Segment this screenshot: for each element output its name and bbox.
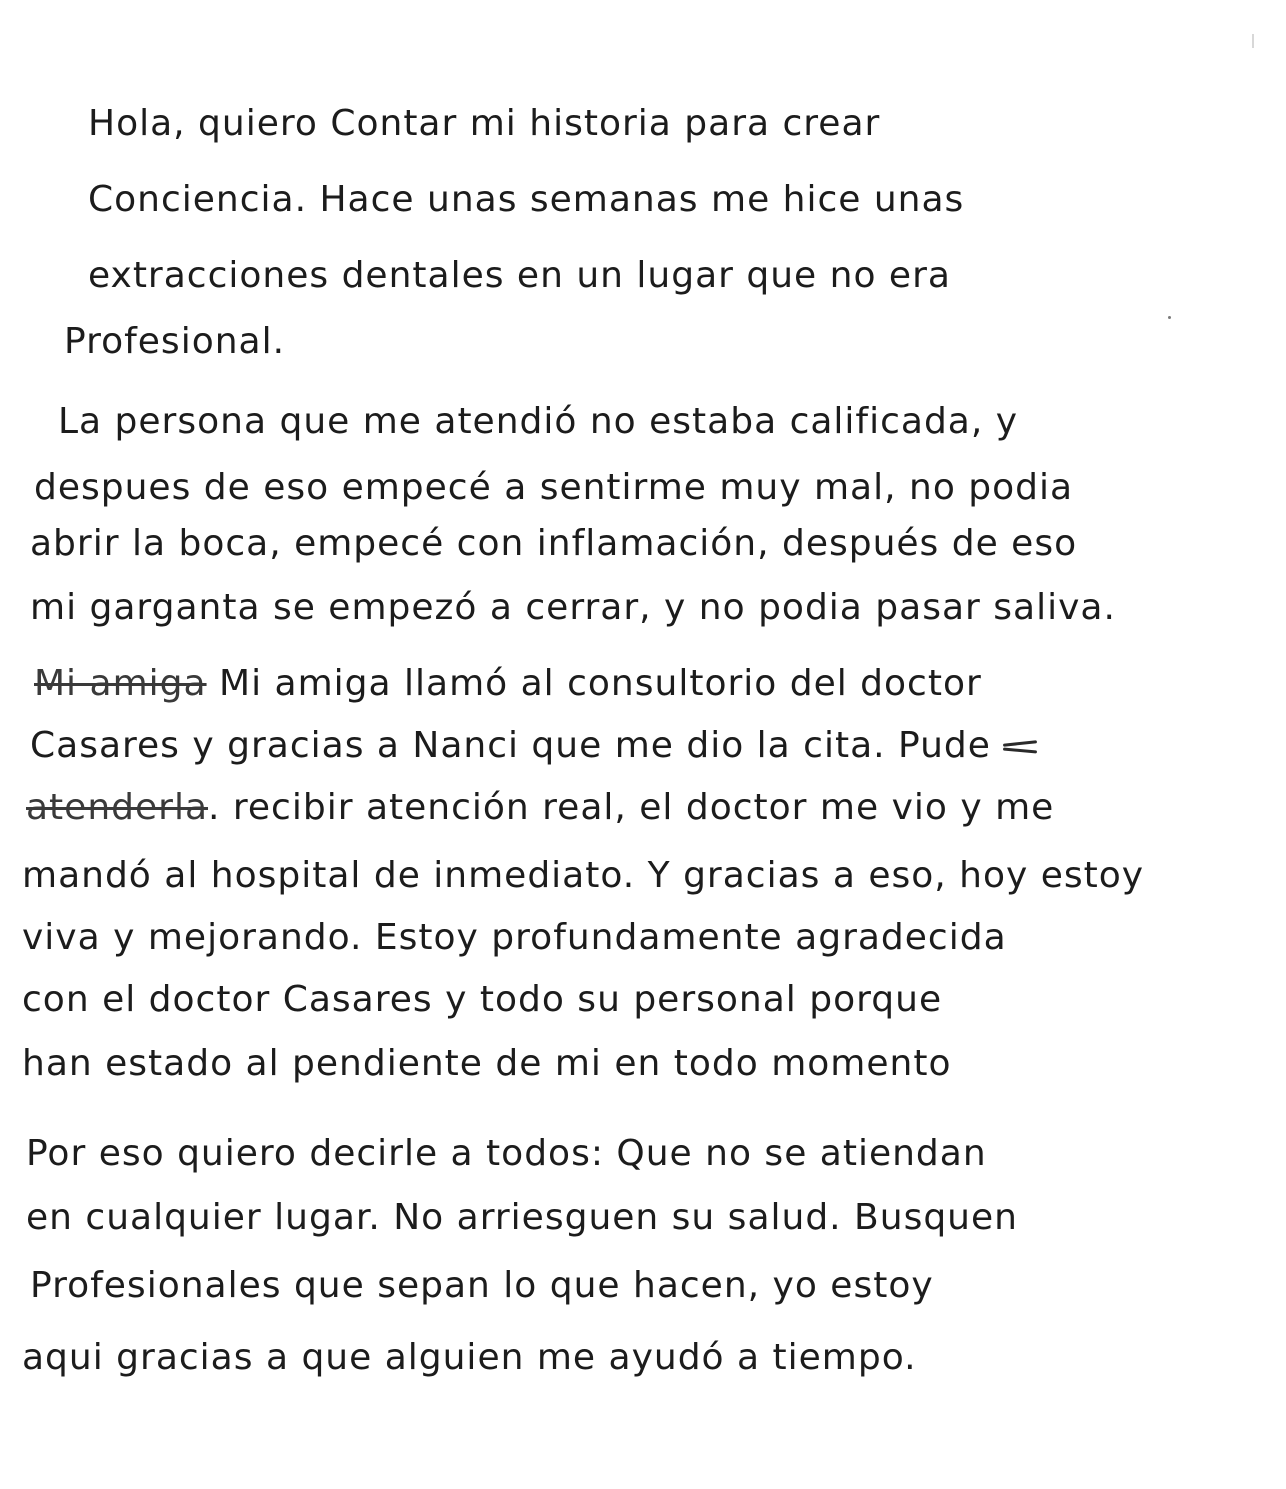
letter-line: Conciencia. Hace unas semanas me hice unas (88, 179, 965, 220)
letter-line: Profesionales que sepan lo que hacen, yo estoy (30, 1265, 934, 1306)
letter-line: viva y mejorando. Estoy profundamente agradecida (22, 917, 1007, 958)
letter-line: Profesional. (64, 321, 286, 362)
struck-out-word: atenderla (26, 787, 209, 828)
letter-line-text: . recibir atención real, el doctor me vio y me (208, 787, 1055, 828)
letter-line: extracciones dentales en un lugar que no era (88, 255, 951, 296)
ink-scribble (1003, 738, 1037, 756)
letter-line-text: Mi amiga llamó al consultorio del doctor (219, 663, 982, 704)
letter-line (30, 722, 1037, 770)
letter-line: abrir la boca, empecé con inflamación, después de eso (30, 523, 1078, 564)
letter-line: La persona que me atendió no estaba calificada, y (58, 401, 1019, 442)
letter-line: en cualquier lugar. No arriesguen su salud. Busquen (26, 1197, 1018, 1238)
letter-line: Por eso quiero decirle a todos: Que no se atiendan (26, 1133, 987, 1174)
letter-line: con el doctor Casares y todo su personal porque (22, 979, 943, 1020)
letter-line: Hola, quiero Contar mi historia para crear (88, 103, 881, 144)
ink-dot (1168, 316, 1171, 319)
letter-line: aqui gracias a que alguien me ayudó a tiempo. (22, 1337, 917, 1378)
scan-edge-mark (1252, 34, 1254, 48)
letter-line (26, 784, 1054, 832)
letter-line: despues de eso empecé a sentirme muy mal, no podia (34, 467, 1074, 508)
letter-line: mandó al hospital de inmediato. Y gracias a eso, hoy estoy (22, 855, 1145, 896)
letter-line (34, 660, 982, 708)
letter-line: mi garganta se empezó a cerrar, y no podia pasar saliva. (30, 587, 1116, 628)
struck-out-word: Mi amiga (34, 663, 207, 704)
letter-line-text: Casares y gracias a Nanci que me dio la cita. Pude (30, 725, 991, 766)
letter-line: han estado al pendiente de mi en todo momento (22, 1043, 952, 1084)
